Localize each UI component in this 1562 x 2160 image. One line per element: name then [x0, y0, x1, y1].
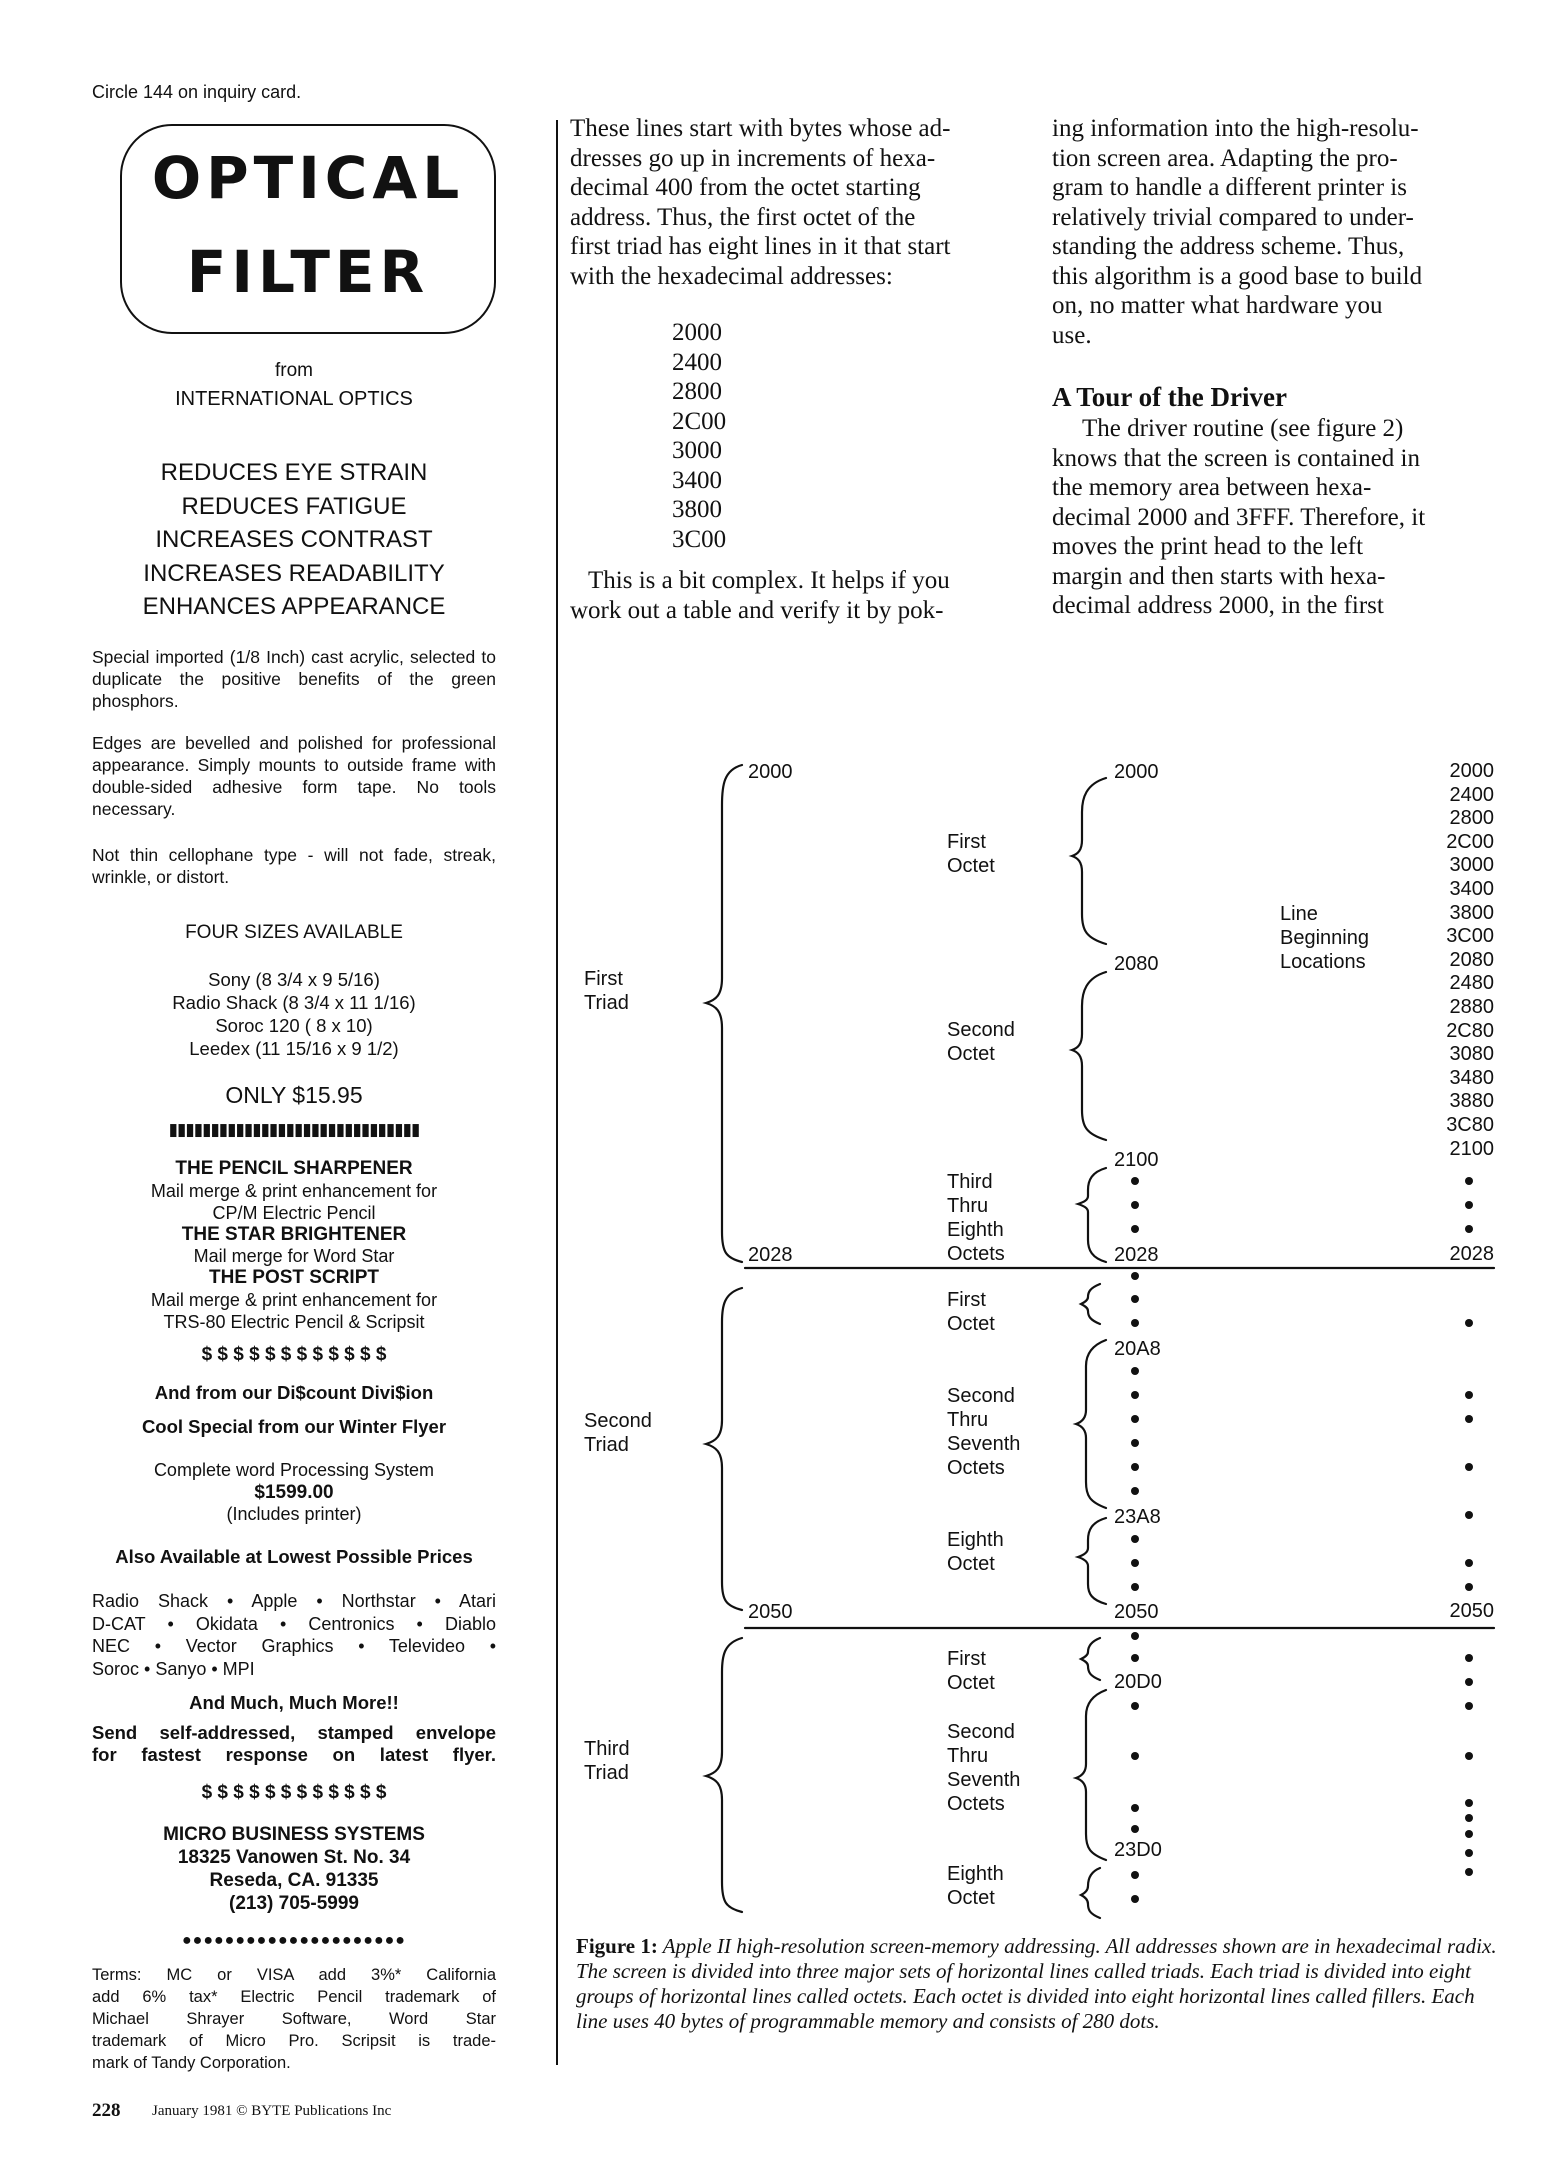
body-line: standing the address scheme. Thus, [1052, 233, 1405, 260]
terms [92, 1964, 496, 2074]
send-line-2: for fastest response on latest flyer. [92, 1744, 496, 1765]
ellipsis-dot [1131, 1654, 1139, 1662]
ellipsis-dot [1131, 1415, 1139, 1423]
right-address: 3880 [1449, 1090, 1494, 1113]
label-first-octet-t3: First Octet [947, 1648, 995, 1694]
benefit-item: ENHANCES APPEARANCE [142, 593, 446, 620]
ellipsis-dot [1131, 1752, 1139, 1760]
ellipsis-dot [1465, 1225, 1473, 1233]
label-second-thru-seventh-t3: Second Thru Seventh Octets [947, 1721, 1021, 1815]
caption-text: Apple II high-resolution screen-memory addressing. All addresses shown are in hexadecimal radix. The screen is divided into three major sets of horizontal lines called triads. Each triad is divided into eight groups of horizontal lines called octets. Each octet is divided into eight horizontal lines called fillers. Each line uses 40 bytes of programmable memory and consists of 280 dots. [576, 1934, 1497, 2033]
right-address: 3C80 [1446, 1113, 1494, 1136]
brace-first-octet-t2 [1081, 1284, 1100, 1324]
wp-system: Complete word Processing System [153, 1460, 435, 1480]
ellipsis-dot [1465, 1511, 1473, 1519]
address-item: 2800 [672, 378, 722, 405]
mid-address-23A8: 23A8 [1114, 1506, 1161, 1528]
sizes-title: FOUR SIZES AVAILABLE [185, 922, 403, 943]
discount-division: And from our Di$count Divi$ion [154, 1382, 434, 1403]
ellipsis-dot [1465, 1678, 1473, 1686]
ellipsis-dot [1131, 1702, 1139, 1710]
ellipsis-dot [1131, 1177, 1139, 1185]
ellipsis-dot [1131, 1295, 1139, 1303]
post-script-title: THE POST SCRIPT [209, 1267, 379, 1288]
ellipsis-dot [1465, 1654, 1473, 1662]
mid-address-20D0: 20D0 [1114, 1671, 1162, 1693]
right-address: 2000 [1449, 760, 1494, 782]
body-line: This is a bit complex. It helps if you [588, 567, 950, 594]
size-item: Radio Shack (8 3/4 x 11 1/16) [172, 992, 416, 1013]
circle-note: Circle 144 on inquiry card. [92, 82, 302, 102]
label-line-beginning-locations: Line Beginning Locations [1280, 903, 1369, 973]
ellipsis-dot [1131, 1272, 1139, 1280]
article-col1 [570, 114, 1020, 291]
figure-caption [576, 1934, 1504, 2034]
post-script-desc-2: TRS-80 Electric Pencil & Scripsit [163, 1312, 425, 1332]
brace-eighth-octet-t3 [1081, 1868, 1100, 1918]
right-address: 2800 [1449, 807, 1494, 830]
ellipsis-dot [1465, 1830, 1473, 1838]
label-third-triad: Third Triad [584, 1738, 630, 1784]
ellipsis-dot [1131, 1895, 1139, 1903]
label-second-octet: Second Octet [947, 1019, 1015, 1065]
para-edges: Edges are bevelled and polished for professional appearance. Simply mounts to outside frame with double-sided adhesive form tape. No tools necessary. [92, 733, 496, 819]
body-line: relatively trivial compared to under- [1052, 203, 1414, 231]
pencil-sharpener-desc-2: CP/M Electric Pencil [212, 1203, 376, 1223]
terms-line: trademark of Micro Pro. Scripsit is trade- [92, 2032, 496, 2050]
ellipsis-dot [1131, 1487, 1139, 1495]
ellipsis-dot [1465, 1868, 1473, 1876]
ellipsis-dot [1465, 1799, 1473, 1807]
cool-special: Cool Special from our Winter Flyer [141, 1416, 447, 1437]
label-third-thru-eighth: Third Thru Eighth Octets [947, 1171, 1005, 1265]
mid-address-2028: 2028 [1114, 1244, 1159, 1266]
body-line: the memory area between hexa- [1052, 474, 1372, 501]
ellipsis-dot [1131, 1225, 1139, 1233]
body-line: gram to handle a different printer is [1052, 174, 1407, 201]
ellipsis-dot [1131, 1319, 1139, 1327]
ellipsis-dot [1131, 1632, 1139, 1640]
ellipsis-dot [1131, 1201, 1139, 1209]
micro-business-address-2: Reseda, CA. 91335 [209, 1870, 379, 1891]
right-address: 2100 [1449, 1137, 1494, 1160]
company-name: INTERNATIONAL OPTICS [175, 388, 413, 410]
body-line: moves the print head to the left [1052, 533, 1364, 560]
right-address: 3080 [1449, 1043, 1494, 1066]
body-line: address. Thus, the first octet of the [570, 203, 916, 231]
price: ONLY $15.95 [225, 1082, 363, 1108]
caption-label: Figure 1: [576, 1934, 658, 1958]
micro-business-phone: (213) 705-5999 [229, 1893, 359, 1914]
mid-address-2000: 2000 [1114, 761, 1159, 783]
body-line: ing information into the high-resolu- [1052, 115, 1419, 142]
section-heading: A Tour of the Driver [1052, 382, 1287, 412]
footer-issue: January 1981 © BYTE Publications Inc [152, 2103, 392, 2119]
right-address: 2C00 [1446, 830, 1494, 853]
body-line: use. [1052, 321, 1092, 349]
dollar-divider: $ $ $ $ $ $ $ $ $ $ $ $ [201, 1344, 387, 1365]
right-address: 3800 [1449, 901, 1494, 924]
mid-address-23D0: 23D0 [1114, 1839, 1162, 1861]
ellipsis-dot [1465, 1319, 1473, 1327]
ellipsis-dot [1131, 1804, 1139, 1812]
pencil-sharpener-desc-1: Mail merge & print enhancement for [150, 1181, 438, 1201]
label-second-triad: Second Triad [584, 1410, 652, 1456]
size-item: Leedex (11 15/16 x 9 1/2) [189, 1038, 399, 1059]
right-address: 3C00 [1446, 925, 1494, 948]
dot-divider: ●●●●●●●●●●●●●●●●●●●●● [182, 1932, 406, 1949]
address-item: 2000 [672, 319, 722, 346]
right-address: 3000 [1449, 854, 1494, 877]
micro-business-name: MICRO BUSINESS SYSTEMS [163, 1824, 425, 1845]
body-line: on, no matter what hardware you [1052, 292, 1383, 319]
address-item: 3800 [672, 496, 722, 523]
ellipsis-dot [1131, 1825, 1139, 1833]
body-line: work out a table and verify it by pok- [570, 596, 944, 624]
ellipsis-dot [1131, 1439, 1139, 1447]
ellipsis-dot [1131, 1391, 1139, 1399]
para-acrylic: Special imported (1/8 Inch) cast acrylic, selected to duplicate the positive benefits of the green phosphors. [92, 647, 496, 711]
page-number: 228 [92, 2100, 121, 2121]
brace-second-triad [706, 1288, 742, 1610]
label-first-triad: First Triad [584, 968, 629, 1014]
mid-address-2100: 2100 [1114, 1149, 1159, 1171]
logo-line-2: FILTER [186, 238, 430, 306]
size-item: Soroc 120 ( 8 x 10) [215, 1015, 373, 1036]
ellipsis-dot [1131, 1367, 1139, 1375]
bar-divider: ▮▮▮▮▮▮▮▮▮▮▮▮▮▮▮▮▮▮▮▮▮▮▮▮▮▮▮▮▮▮ [168, 1120, 420, 1139]
address-list [672, 318, 726, 554]
right-address: 2480 [1449, 972, 1494, 995]
mid-address-20A8: 20A8 [1114, 1338, 1161, 1360]
terms-line: Michael Shrayer Software, Word Star [92, 2010, 496, 2028]
ellipsis-dot [1465, 1201, 1473, 1209]
brace-first-octet [1072, 778, 1106, 944]
much-more: And Much, Much More!! [189, 1692, 399, 1713]
brands-line: D-CAT • Okidata • Centronics • Diablo [92, 1613, 496, 1634]
wp-price: $1599.00 [254, 1482, 334, 1503]
benefits-list [92, 456, 496, 624]
brace-eighth-octet-t2 [1078, 1518, 1106, 1604]
body-line: decimal 400 from the octet starting [570, 174, 921, 201]
address-item: 3000 [672, 437, 722, 464]
label-second-thru-seventh-t2: Second Thru Seventh Octets [947, 1385, 1021, 1479]
also-available: Also Available at Lowest Possible Prices [115, 1546, 473, 1567]
article-col1-end [570, 566, 1020, 625]
body-line: tion screen area. Adapting the pro- [1052, 144, 1398, 172]
brace-first-triad [706, 765, 742, 1262]
brace-third-triad [706, 1638, 742, 1912]
label-first-octet: First Octet [947, 831, 995, 877]
right-address: 3400 [1449, 877, 1494, 900]
right-address: 2880 [1449, 995, 1494, 1018]
ellipsis-dot [1131, 1535, 1139, 1543]
mid-address-2050: 2050 [1114, 1601, 1159, 1623]
benefit-item: REDUCES FATIGUE [181, 492, 407, 520]
wp-note: (Includes printer) [226, 1504, 362, 1524]
brace-second-thru-seventh-t2 [1076, 1340, 1106, 1508]
address-item: 2400 [672, 348, 722, 376]
address-item: 3400 [672, 466, 722, 494]
size-item: Sony (8 3/4 x 9 5/16) [208, 969, 380, 990]
label-eighth-octet-t3: Eighth Octet [947, 1863, 1004, 1909]
sizes-list [92, 968, 496, 1060]
mid-address-2080: 2080 [1114, 953, 1159, 975]
body-line: this algorithm is a good base to build [1052, 262, 1423, 290]
right-address: 3480 [1449, 1066, 1494, 1089]
star-brightener-title: THE STAR BRIGHTENER [181, 1224, 407, 1245]
optical-filter-logo [120, 124, 496, 334]
right-address-list [1390, 760, 1494, 1161]
brace-second-thru-seventh-t3 [1076, 1690, 1106, 1860]
brands-line: Radio Shack • Apple • Northstar • Atari [92, 1591, 496, 1611]
pencil-sharpener-title: THE PENCIL SHARPENER [175, 1158, 413, 1179]
brace-second-octet [1072, 972, 1106, 1140]
brace-first-octet-t3 [1081, 1638, 1100, 1680]
right-address-2028: 2028 [1449, 1243, 1494, 1265]
benefit-item: INCREASES READABILITY [143, 559, 445, 587]
triad2-end-address: 2050 [748, 1601, 793, 1623]
right-address-2050: 2050 [1449, 1600, 1494, 1622]
dollar-divider-2: $ $ $ $ $ $ $ $ $ $ $ $ [201, 1782, 387, 1803]
article-col2-para2 [1052, 414, 1497, 621]
address-item: 2C00 [672, 407, 727, 435]
ellipsis-dot [1131, 1559, 1139, 1567]
terms-line: Terms: MC or VISA add 3%* California [92, 1966, 496, 1984]
ellipsis-dot [1465, 1752, 1473, 1760]
body-line: These lines start with bytes whose ad- [570, 115, 951, 142]
ellipsis-dot [1465, 1415, 1473, 1423]
ellipsis-dot [1465, 1583, 1473, 1591]
terms-line: mark of Tandy Corporation. [92, 2054, 291, 2072]
brands-line: Soroc • Sanyo • MPI [92, 1658, 255, 1679]
column-rule [556, 120, 558, 2065]
label-first-octet-t2: First Octet [947, 1289, 995, 1335]
star-brightener-desc: Mail merge for Word Star [193, 1246, 395, 1266]
triad1-end-address: 2028 [748, 1244, 793, 1266]
body-line: decimal 2000 and 3FFF. Therefore, it [1052, 503, 1426, 531]
from-label: from [275, 360, 313, 381]
article-col2 [1052, 114, 1497, 350]
ellipsis-dot [1465, 1849, 1473, 1857]
ellipsis-dot [1131, 1583, 1139, 1591]
ellipsis-dot [1131, 1463, 1139, 1471]
logo-line-1: OPTICAL [151, 144, 465, 212]
body-line: decimal address 2000, in the first [1052, 592, 1384, 619]
body-line: with the hexadecimal addresses: [570, 262, 893, 290]
ellipsis-dot [1465, 1814, 1473, 1822]
body-line: The driver routine (see figure 2) [1082, 415, 1404, 442]
ellipsis-dot [1465, 1177, 1473, 1185]
brands-list [92, 1590, 496, 1680]
triad1-start-address: 2000 [748, 761, 793, 783]
body-line: dresses go up in increments of hexa- [570, 144, 936, 172]
brace-third-thru-eighth-octets [1078, 1168, 1106, 1262]
body-line: first triad has eight lines in it that start [570, 233, 951, 260]
micro-business-address-1: 18325 Vanowen St. No. 34 [177, 1847, 411, 1868]
brands-line: NEC • Vector Graphics • Televideo • [92, 1636, 496, 1656]
right-address: 2C80 [1446, 1019, 1494, 1042]
right-address: 2080 [1449, 948, 1494, 971]
ellipsis-dot [1465, 1702, 1473, 1710]
terms-line: add 6% tax* Electric Pencil trademark of [92, 1988, 496, 2006]
address-item: 3C00 [672, 525, 727, 553]
ellipsis-dot [1465, 1391, 1473, 1399]
body-line: margin and then starts with hexa- [1052, 562, 1386, 590]
body-line: knows that the screen is contained in [1052, 444, 1420, 472]
para-not-thin: Not thin cellophane type - will not fade, streak, wrinkle, or distort. [92, 845, 496, 887]
benefit-item: REDUCES EYE STRAIN [160, 459, 428, 486]
ellipsis-dot [1465, 1463, 1473, 1471]
ellipsis-dot [1131, 1871, 1139, 1879]
right-address: 2400 [1449, 783, 1494, 806]
benefit-item: INCREASES CONTRAST [155, 526, 433, 553]
send-line-1: Send self-addressed, stamped envelope [92, 1722, 496, 1743]
label-eighth-octet-t2: Eighth Octet [947, 1529, 1004, 1575]
post-script-desc-1: Mail merge & print enhancement for [150, 1290, 438, 1310]
ellipsis-dot [1465, 1559, 1473, 1567]
